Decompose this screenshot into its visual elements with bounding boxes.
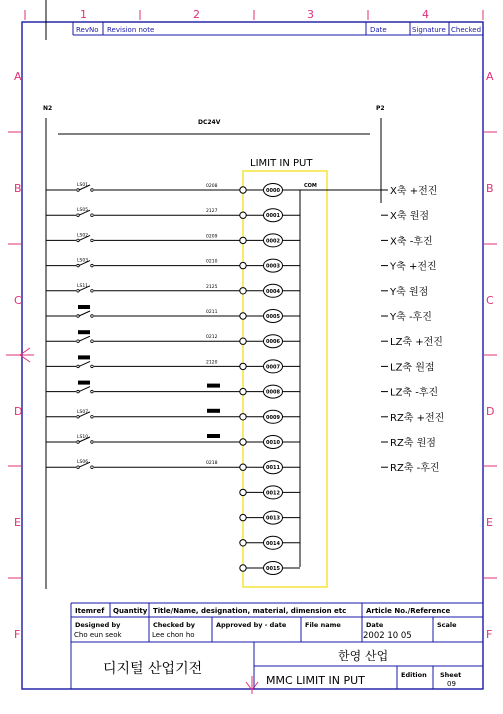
rung-0001 <box>46 207 429 222</box>
center-marker-bottom <box>246 676 258 694</box>
article-no-label: Article No./Reference <box>366 607 451 615</box>
input-address: 0012 <box>266 490 280 497</box>
rung-0002 <box>46 232 433 247</box>
designed-by-label: Designed by <box>75 621 121 629</box>
row-letter-left-f: F <box>14 628 21 641</box>
switch-tag: LS03 <box>77 258 89 264</box>
row-letter-left-e: E <box>14 516 21 529</box>
quantity-label: Quantity <box>113 607 148 615</box>
input-address: 0001 <box>266 213 280 220</box>
terminal-icon <box>240 439 246 445</box>
switch-tag-bar <box>78 381 90 385</box>
switch-contact-icon <box>77 214 80 217</box>
input-label: X축 원점 <box>390 211 430 223</box>
row-letter-left-c: C <box>14 294 22 307</box>
terminal-icon <box>240 414 246 420</box>
left-rail-label: N2 <box>43 105 53 112</box>
terminal-icon <box>240 514 246 520</box>
switch-contact-icon <box>77 365 80 368</box>
input-address: 0006 <box>266 339 280 346</box>
col-number-1: 1 <box>80 8 87 21</box>
switch-tag-bar <box>78 355 90 359</box>
rung-0007 <box>46 355 435 373</box>
input-label: LZ축 원점 <box>390 362 435 374</box>
scale-label: Scale <box>437 621 457 629</box>
terminal-icon <box>240 313 246 319</box>
rung-0008 <box>46 381 438 399</box>
wire-number: 0208 <box>206 184 218 189</box>
right-rail-label: P2 <box>376 105 385 112</box>
switch-contact-icon <box>91 239 94 242</box>
switch-contact-icon <box>91 441 94 444</box>
terminal-icon <box>240 565 246 571</box>
input-label: LZ축 -후진 <box>390 387 439 399</box>
input-address: 0008 <box>266 389 280 396</box>
switch-contact-icon <box>91 466 94 469</box>
wire-number: 2127 <box>206 209 218 215</box>
revision-note-header: Revision note <box>107 26 155 34</box>
row-letter-right-c: C <box>486 294 494 307</box>
switch-contact-icon <box>77 290 80 293</box>
switch-contact-icon <box>91 214 94 217</box>
rung-0015 <box>240 562 300 575</box>
wire-number: 0209 <box>206 234 218 240</box>
col-number-2: 2 <box>193 8 200 21</box>
row-letter-left-d: D <box>14 405 23 418</box>
date-value: 2002 10 05 <box>363 631 412 641</box>
supply-voltage-label: DC24V <box>198 119 221 126</box>
course-title: 디지털 산업기전 <box>103 661 203 677</box>
row-letter-right-a: A <box>486 70 494 83</box>
row-letter-left-b: B <box>14 182 22 195</box>
terminal-icon <box>240 237 246 243</box>
col-number-4: 4 <box>422 8 429 21</box>
switch-blade-icon <box>79 336 90 341</box>
switch-contact-icon <box>91 416 94 419</box>
input-label: RZ축 원점 <box>390 438 436 449</box>
switch-contact-icon <box>91 340 94 343</box>
input-label: Y축 -후진 <box>390 312 432 323</box>
input-address: 0003 <box>266 263 280 270</box>
edition-label: Edition <box>401 671 427 679</box>
date-label: Date <box>366 621 384 629</box>
input-address: 0004 <box>266 288 280 295</box>
input-address: 0015 <box>266 566 280 572</box>
input-address: 0011 <box>266 465 280 472</box>
switch-tag: LS07 <box>77 409 89 415</box>
switch-blade-icon <box>79 387 90 392</box>
switch-contact-icon <box>77 340 80 343</box>
input-address: 0007 <box>266 364 280 371</box>
block-title: LIMIT IN PUT <box>250 158 313 169</box>
switch-tag: LS10 <box>77 435 89 440</box>
input-address: 0005 <box>266 314 280 320</box>
input-address: 0009 <box>266 414 280 421</box>
input-label: X축 +전진 <box>390 186 438 197</box>
input-label: RZ축 -후진 <box>390 463 440 475</box>
switch-contact-icon <box>77 189 80 192</box>
checker-name: Lee chon ho <box>152 631 195 639</box>
wire-number-bar <box>207 409 220 413</box>
terminal-icon <box>240 288 246 294</box>
input-address: 0014 <box>266 540 280 547</box>
switch-contact-icon <box>91 365 94 368</box>
input-label: LZ축 +전진 <box>390 337 443 349</box>
switch-contact-icon <box>77 239 80 242</box>
input-label: RZ축 +전진 <box>390 412 445 424</box>
wire-number: 2125 <box>206 284 218 290</box>
input-label: X축 -후진 <box>390 236 433 248</box>
switch-contact-icon <box>77 466 80 469</box>
row-letter-left-a: A <box>14 70 22 83</box>
column-ruler <box>25 10 483 20</box>
terminal-icon <box>240 540 246 546</box>
input-label: Y축 +전진 <box>390 261 437 273</box>
signature-header: Signature <box>412 26 446 34</box>
switch-tag: LS05 <box>77 208 89 214</box>
wire-number: 0211 <box>206 310 218 315</box>
rung-0003 <box>46 258 437 273</box>
wire-number: 0212 <box>206 335 218 341</box>
wire-number: 0210 <box>206 259 218 265</box>
rung-0005 <box>46 305 432 323</box>
terminal-icon <box>240 489 246 495</box>
switch-tag: LS02 <box>77 233 89 239</box>
row-letter-right-f: F <box>486 628 493 641</box>
input-address: 0013 <box>266 515 280 522</box>
rung-0012 <box>240 486 300 499</box>
switch-contact-icon <box>77 416 80 419</box>
wire-number: 0218 <box>206 461 218 467</box>
switch-blade-icon <box>79 311 90 316</box>
title-name-label: Title/Name, designation, material, dimension etc <box>153 607 347 615</box>
switch-tag-bar <box>78 330 90 334</box>
switch-contact-icon <box>91 290 94 293</box>
date-header: Date <box>370 26 387 34</box>
switch-blade-icon <box>79 361 90 366</box>
terminal-icon <box>240 212 246 218</box>
wire-number-bar <box>207 434 220 438</box>
switch-contact-icon <box>77 390 80 393</box>
row-letter-right-b: B <box>486 182 494 195</box>
switch-contact-icon <box>91 390 94 393</box>
itemref-label: Itemref <box>75 607 105 615</box>
switch-contact-icon <box>91 264 94 267</box>
input-address: 0000 <box>266 188 280 194</box>
rung-0006 <box>46 330 443 348</box>
switch-tag: LS06 <box>77 460 89 466</box>
switch-tag: LS01 <box>77 183 89 188</box>
terminal-icon <box>240 388 246 394</box>
file-name-label: File name <box>305 621 341 629</box>
switch-tag: LS11 <box>77 283 89 289</box>
wire-number: 2120 <box>206 360 218 366</box>
rung-0014 <box>240 536 300 549</box>
input-label: Y축 원점 <box>390 286 429 298</box>
terminal-icon <box>240 187 246 193</box>
company-name: 한영 산업 <box>338 649 389 663</box>
terminal-icon <box>240 338 246 344</box>
terminal-icon <box>240 262 246 268</box>
switch-contact-icon <box>77 315 80 318</box>
switch-contact-icon <box>91 189 94 192</box>
row-letter-right-d: D <box>486 405 495 418</box>
row-ruler <box>8 132 497 578</box>
approved-by-label: Approved by - date <box>216 621 287 629</box>
switch-contact-icon <box>77 441 80 444</box>
com-label: COM <box>304 183 317 189</box>
rung-0009 <box>46 409 444 424</box>
terminal-icon <box>240 363 246 369</box>
rung-0013 <box>240 511 300 524</box>
sheet-label: Sheet <box>440 671 462 679</box>
center-marker-left <box>6 348 34 362</box>
input-address: 0010 <box>266 440 280 446</box>
switch-tag-bar <box>78 305 90 309</box>
checked-header: Checked <box>451 26 482 34</box>
input-address: 0002 <box>266 238 280 245</box>
rung-0004 <box>46 283 428 298</box>
checked-by-label: Checked by <box>153 621 196 629</box>
wire-number-bar <box>207 384 220 388</box>
rung-0010 <box>46 434 436 449</box>
col-number-3: 3 <box>307 8 314 21</box>
input-module-box <box>243 171 327 587</box>
terminal-icon <box>240 464 246 470</box>
revno-header: RevNo <box>76 26 99 34</box>
switch-contact-icon <box>91 315 94 318</box>
designer-name: Cho eun seok <box>74 631 122 639</box>
drawing-title: MMC LIMIT IN PUT <box>266 674 365 687</box>
switch-contact-icon <box>77 264 80 267</box>
row-letter-right-e: E <box>486 516 493 529</box>
sheet-number: 09 <box>447 680 456 688</box>
